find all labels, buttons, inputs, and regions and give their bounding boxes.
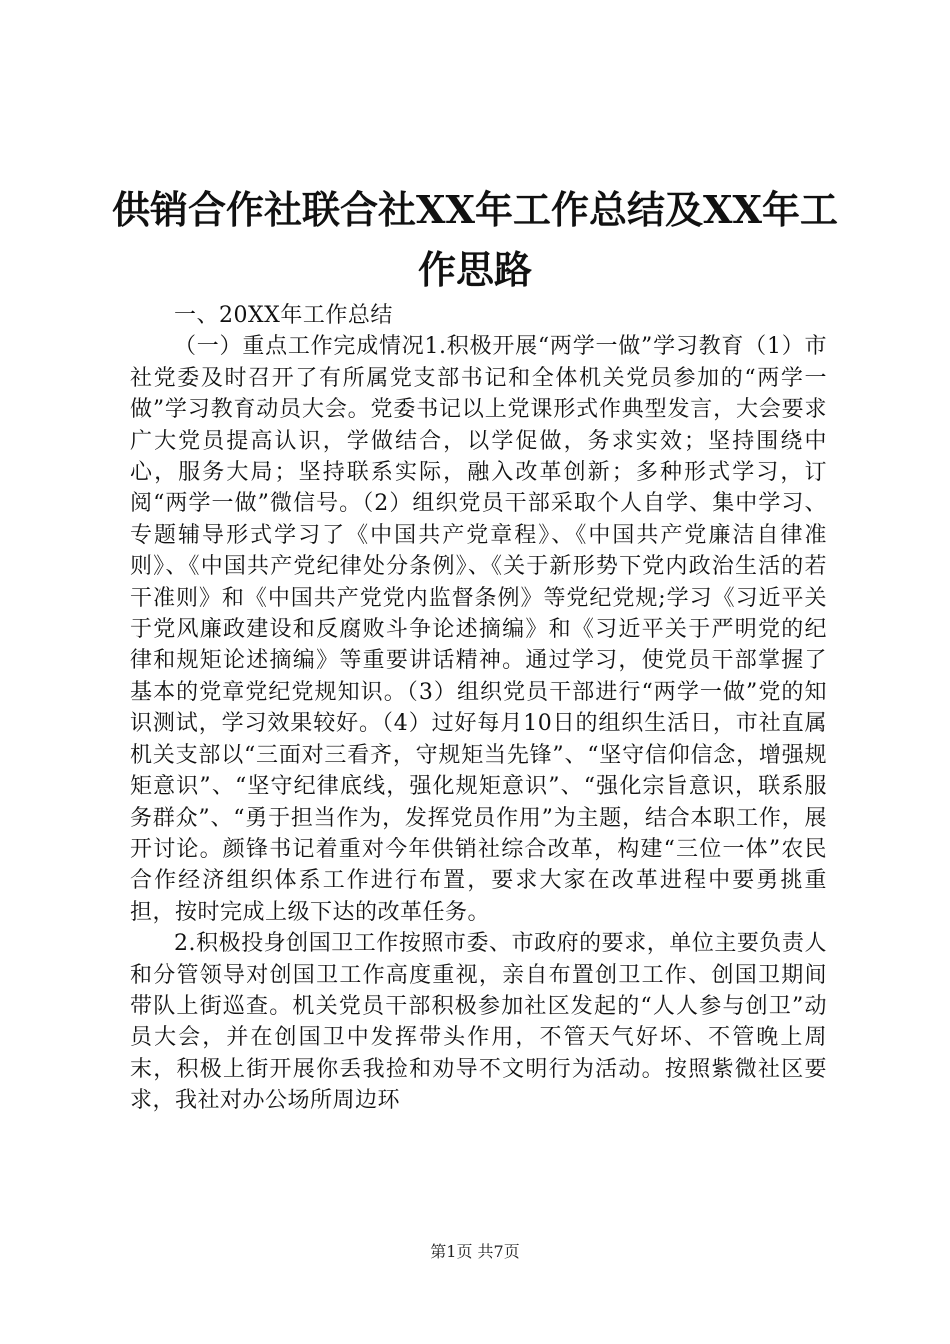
body-paragraph: （一）重点工作完成情况1.积极开展“两学一做”学习教育（1）市社党委及时召开了有所属党支部书记和全体机关党员参加的“两学一做”学习教育动员大会。党委书记以上党课形式作典型发言，大会要求广大党员提高认识，学做结合，以学促做，务求实效；坚持围绕中心，服务大局；坚持联系实际，融入改革创新；多种形式学习，订阅“两学一做”微信号。（2）组织党员干部采取个人自学、集中学习、专题辅导形式学习了《中国共产党章程》、《中国共产党廉洁自律准则》、《中国共产党纪律处分条例》、《关于新形势下党内政治生活的若干准则》和《中国共产党党内监督条例》等党纪党规;学习《习近平关于党风廉政建设和反腐败斗争论述摘编》和《习近平关于严明党的纪律和规矩论述摘编》等重要讲话精神。通过学习，使党员干部掌握了基本的党章党纪党规知识。（3）组织党员干部进行“两学一做”党的知识测试，学习效果较好。（4）过好每月10日的组织生活日，市社直属机关支部以“三面对三看齐，守规矩当先锋”、“坚守信仰信念，增强规矩意识”、“坚守纪律底线，强化规矩意识”、“强化宗旨意识，联系服务群众”、“勇于担当作为，发挥党员作用”为主题，结合本职工作，展开讨论。颜锋书记着重对今年供销社综合改革，构建“三位一体”农民合作经济组织体系工作进行布置，要求大家在改革进程中要勇挑重担，按时完成上级下达的改革任务。 [130, 334, 827, 925]
page-number-footer: 第1页 共7页 [430, 1242, 520, 1261]
body-paragraph: 2.积极投身创国卫工作按照市委、市政府的要求，单位主要负责人和分管领导对创国卫工作高度重视，亲自布置创卫工作、创国卫期间带队上街巡查。机关党员干部积极参加社区发起的“人人参与创卫”动员大会，并在创国卫中发挥带头作用，不管天气好坏、不管晚上周末，积极上街开展你丢我捡和劝导不文明行为活动。按照紫微社区要求，我社对办公场所周边环 [130, 931, 827, 1114]
document-title: 供销合作社联合社XX年工作总结及XX年工作思路 [112, 187, 838, 292]
section-heading: 一、20XX年工作总结 [174, 303, 393, 328]
document-body [130, 300, 827, 1117]
